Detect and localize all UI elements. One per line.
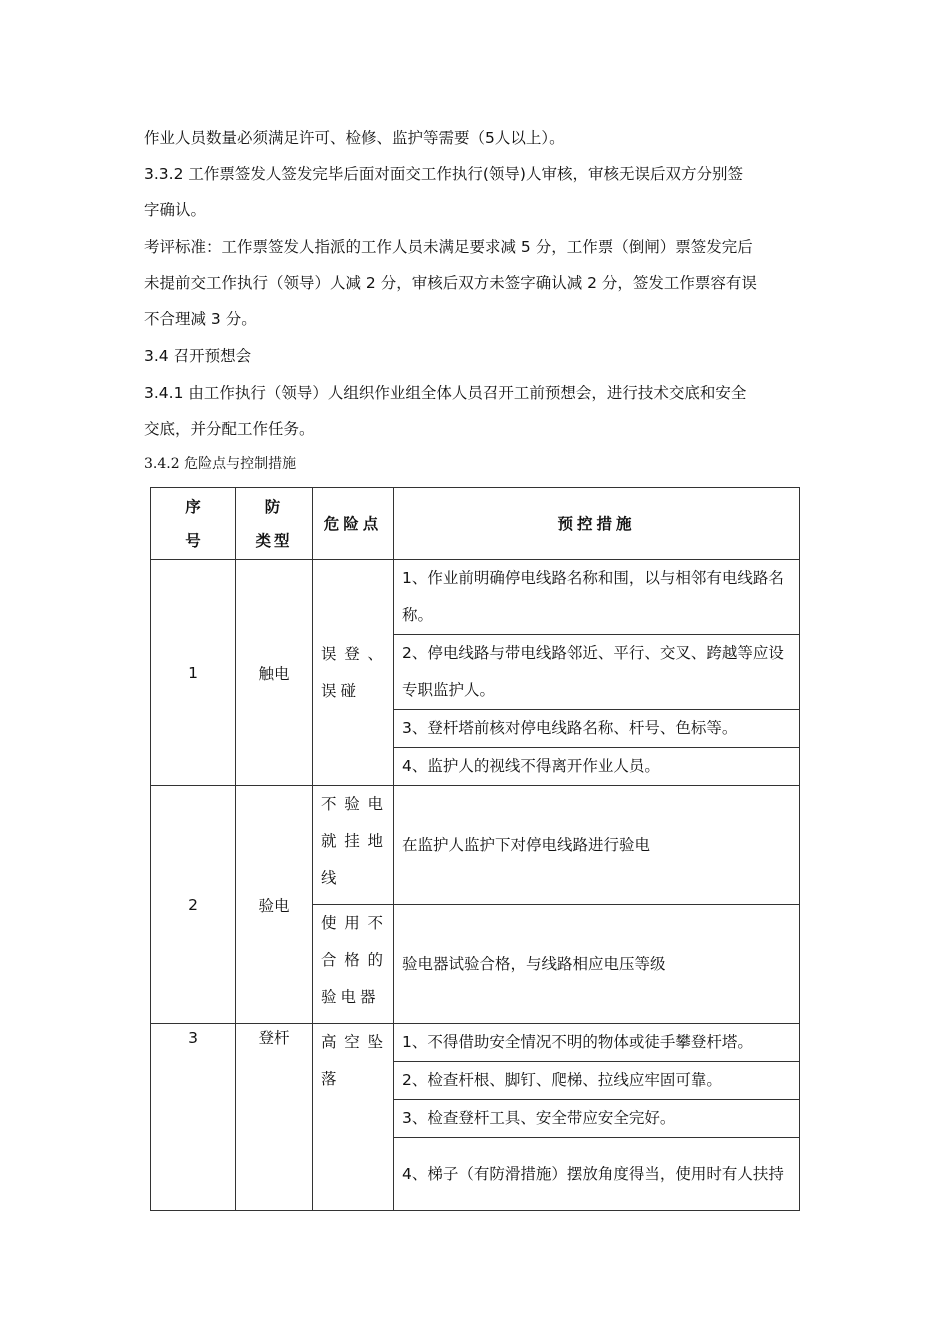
paragraph-line: 3.3.2 工作票签发人签发完毕后面对面交工作执行(领导)人审核，审核无误后双方分别签 <box>144 165 743 183</box>
cell-hazard: 误登、误碰 <box>313 560 394 786</box>
paragraph-line: 字确认。 <box>144 201 207 219</box>
paragraph-staff-count: 作业人员数量必须满足许可、检修、监护等需要（5人以上）。 <box>144 129 565 147</box>
paragraph-3-3-2 <box>144 156 812 228</box>
cell-measure: 1、作业前明确停电线路名称和围，以与相邻有电线路名称。 <box>394 560 800 635</box>
cell-measure: 3、检查登杆工具、安全带应安全完好。 <box>394 1100 800 1138</box>
cell-measure: 3、登杆塔前核对停电线路名称、杆号、色标等。 <box>394 710 800 748</box>
table-row <box>151 560 800 635</box>
table-caption: 3.4.2 危险点与控制措施 <box>144 456 297 472</box>
paragraph-line: 不合理减 3 分。 <box>144 310 257 328</box>
cell-no: 2 <box>151 786 236 1024</box>
table-header-row <box>151 488 800 560</box>
cell-hazard: 使用不合格的验电器 <box>313 905 394 1024</box>
cell-hazard: 高空坠落 <box>313 1024 394 1211</box>
cell-measure: 2、停电线路与带电线路邻近、平行、交叉、跨越等应设专职监护人。 <box>394 635 800 710</box>
table-row <box>151 786 800 905</box>
table-row <box>151 1024 800 1062</box>
cell-no: 3 <box>151 1024 236 1211</box>
cell-measure: 在监护人监护下对停电线路进行验电 <box>394 786 800 905</box>
paragraph-evaluation-standard <box>144 229 812 337</box>
paragraph-3-4-1 <box>144 375 812 447</box>
paragraph-line: 考评标准：工作票签发人指派的工作人员未满足要求减 5 分，工作票（倒闸）票签发完后 <box>144 238 753 256</box>
header-type: 防 类型 <box>236 488 313 560</box>
cell-type: 验电 <box>236 786 313 1024</box>
cell-type: 登杆 <box>236 1024 313 1211</box>
cell-no: 1 <box>151 560 236 786</box>
cell-hazard: 不验电就挂地线 <box>313 786 394 905</box>
paragraph-line: 3.4.1 由工作执行（领导）人组织作业组全体人员召开工前预想会，进行技术交底和安全 <box>144 384 747 402</box>
hazard-control-table <box>150 487 800 1211</box>
cell-measure: 4、监护人的视线不得离开作业人员。 <box>394 748 800 786</box>
cell-measure: 1、不得借助安全情况不明的物体或徒手攀登杆塔。 <box>394 1024 800 1062</box>
header-measures: 预控措施 <box>394 488 800 560</box>
header-no: 序 号 <box>151 488 236 560</box>
paragraph-line: 未提前交工作执行（领导）人减 2 分，审核后双方未签字确认减 2 分，签发工作票容有误 <box>144 274 757 292</box>
cell-measure: 2、检查杆根、脚钉、爬梯、拉线应牢固可靠。 <box>394 1062 800 1100</box>
header-hazard: 危险点 <box>313 488 394 560</box>
cell-measure: 验电器试验合格，与线路相应电压等级 <box>394 905 800 1024</box>
cell-measure: 4、梯子（有防滑措施）摆放角度得当，使用时有人扶持 <box>394 1138 800 1211</box>
paragraph-line: 交底，并分配工作任务。 <box>144 420 315 438</box>
section-heading-3-4: 3.4 召开预想会 <box>144 347 252 365</box>
cell-type: 触电 <box>236 560 313 786</box>
